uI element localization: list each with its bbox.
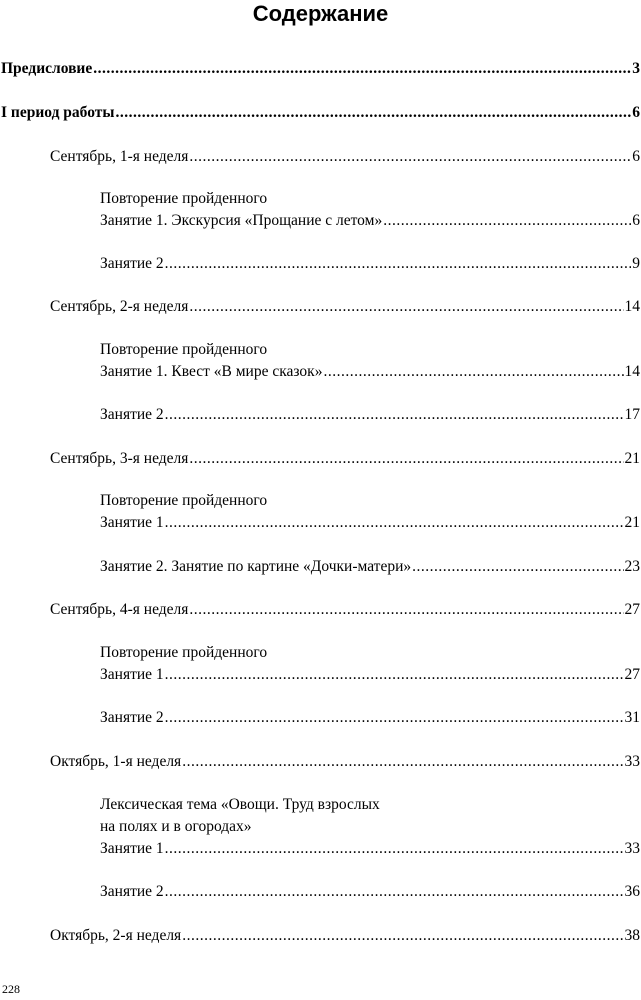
dot-leader — [115, 103, 631, 123]
dot-leader — [182, 752, 623, 772]
dot-leader — [165, 665, 624, 685]
toc-page-number: 27 — [624, 601, 640, 618]
toc-page-number: 14 — [624, 298, 640, 315]
toc-entry-lesson — [100, 254, 640, 274]
toc-entry-label: Занятие 2. Занятие по картине «Дочки-матери» — [100, 558, 412, 575]
toc-page-number: 33 — [624, 753, 640, 770]
toc-entry-label: Занятие 2 — [100, 406, 164, 423]
toc-entry-period-1 — [1, 103, 640, 123]
toc-entry-week — [50, 600, 640, 620]
toc-page-number: 38 — [624, 927, 640, 944]
dot-leader — [383, 211, 631, 231]
toc-entry-week — [50, 147, 640, 167]
dot-leader — [189, 297, 623, 317]
toc-entry-lesson — [100, 513, 640, 533]
dot-leader — [165, 839, 624, 859]
toc-page-number: 14 — [624, 363, 640, 380]
toc-entry-label: Занятие 1 — [100, 840, 164, 857]
toc-entry-lesson — [100, 557, 640, 577]
toc-page-number: 23 — [624, 558, 640, 575]
toc-entry-label: Занятие 1. Экскурсия «Прощание с летом» — [100, 212, 383, 229]
toc-entry-lesson — [100, 882, 640, 902]
toc-page-number: 21 — [624, 514, 640, 531]
toc-entry-label: Предисловие — [1, 60, 93, 77]
toc-page-number: 9 — [632, 255, 640, 272]
toc-entry-label: Октябрь, 2-я неделя — [50, 927, 182, 944]
toc-entry-label: Занятие 1 — [100, 514, 164, 531]
dot-leader — [323, 362, 623, 382]
toc-page-number: 3 — [632, 60, 640, 77]
dot-leader — [165, 708, 624, 728]
toc-page-number: 27 — [624, 666, 640, 683]
toc-entry-preface — [1, 59, 640, 79]
toc-entry-week — [50, 449, 640, 469]
toc-subheading: Повторение пройденного — [100, 492, 268, 509]
toc-page-number: 21 — [624, 450, 640, 467]
toc-page-number: 6 — [632, 104, 640, 121]
dot-leader — [93, 59, 631, 79]
toc-entry-label: I период работы — [1, 104, 115, 121]
toc-page-number: 33 — [624, 840, 640, 857]
toc-entry-label: Занятие 1 — [100, 666, 164, 683]
toc-page-number: 31 — [624, 709, 640, 726]
toc-subheading: Повторение пройденного — [100, 341, 268, 358]
toc-entry-label: Занятие 2 — [100, 709, 164, 726]
page-title: Содержание — [252, 1, 389, 26]
toc-entry-label: Сентябрь, 2-я неделя — [50, 298, 189, 315]
toc-entry-label: Сентябрь, 4-я неделя — [50, 601, 189, 618]
toc-subheading: Лексическая тема «Овощи. Труд взрослых — [100, 796, 380, 813]
toc-page-number: 6 — [632, 212, 640, 229]
page-number-footer: 228 — [2, 982, 20, 996]
dot-leader — [165, 882, 624, 902]
toc-entry-lesson — [100, 211, 640, 231]
toc-page-number: 36 — [624, 883, 640, 900]
toc-entry-label: Сентябрь, 3-я неделя — [50, 450, 189, 467]
toc-entry-lesson — [100, 405, 640, 425]
toc-entry-lesson — [100, 839, 640, 859]
toc-entry-week — [50, 926, 640, 946]
toc-subheading-continued: на полях и в огородах» — [100, 818, 252, 835]
toc-entry-label: Сентябрь, 1-я неделя — [50, 148, 189, 165]
toc-entry-lesson — [100, 362, 640, 382]
toc-subheading: Повторение пройденного — [100, 190, 268, 207]
toc-entry-label: Занятие 2 — [100, 255, 164, 272]
dot-leader — [165, 254, 632, 274]
dot-leader — [165, 405, 624, 425]
toc-entry-label: Занятие 2 — [100, 883, 164, 900]
toc-entry-label: Октябрь, 1-я неделя — [50, 753, 182, 770]
dot-leader — [182, 926, 623, 946]
toc-entry-lesson — [100, 708, 640, 728]
toc-page-number: 17 — [624, 406, 640, 423]
dot-leader — [412, 557, 623, 577]
toc-subheading: Повторение пройденного — [100, 644, 268, 661]
toc-entry-lesson — [100, 665, 640, 685]
dot-leader — [189, 147, 631, 167]
toc-entry-week — [50, 297, 640, 317]
toc-entry-week — [50, 752, 640, 772]
dot-leader — [165, 513, 624, 533]
dot-leader — [189, 600, 623, 620]
toc-page-number: 6 — [632, 148, 640, 165]
dot-leader — [189, 449, 623, 469]
toc-entry-label: Занятие 1. Квест «В мире сказок» — [100, 363, 323, 380]
